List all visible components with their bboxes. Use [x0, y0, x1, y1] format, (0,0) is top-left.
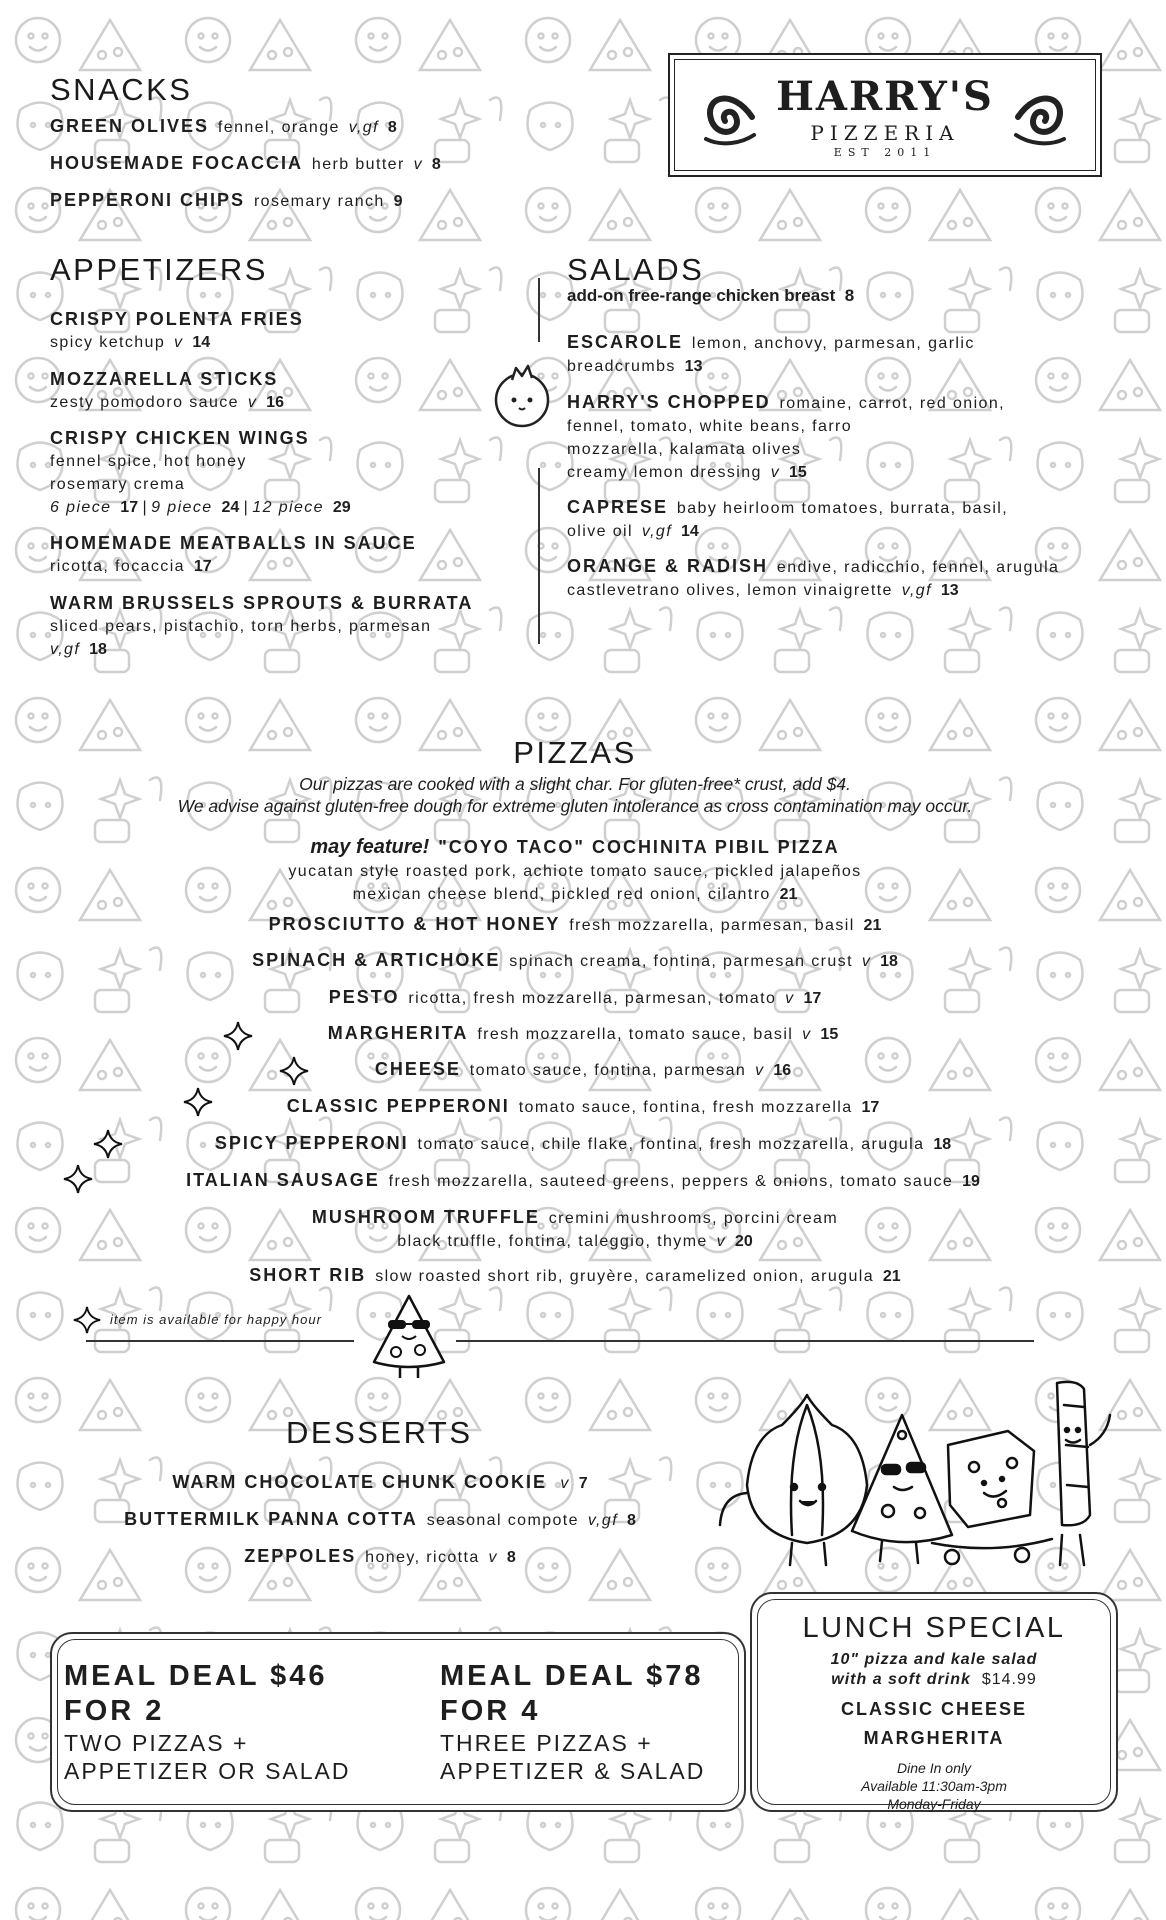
meal-deal-4: MEAL DEAL $78 FOR 4 THREE PIZZAS + APPETIZER & SALAD	[440, 1660, 706, 1784]
lunch-title: LUNCH SPECIAL	[802, 1612, 1066, 1644]
menu-item: BUTTERMILK PANNA COTTA seasonal compote v,gf 8	[124, 1509, 636, 1529]
sparkle-icon	[92, 1128, 124, 1160]
menu-item: PROSCIUTTO & HOT HONEY fresh mozzarella, parmesan, basil 21	[268, 914, 882, 934]
salads-addon: add-on free-range chicken breast 8	[567, 286, 855, 305]
sparkle-icon	[278, 1055, 310, 1087]
logo-sub: PIZZERIA	[810, 121, 960, 145]
sparkle-icon	[72, 1305, 102, 1335]
divider	[456, 1340, 1034, 1342]
menu-item: WARM CHOCOLATE CHUNK COOKIE v 7	[172, 1472, 588, 1492]
menu-item: ZEPPOLES honey, ricotta v 8	[244, 1546, 516, 1566]
salads-title: SALADS	[567, 252, 705, 287]
menu-item: HARRY'S CHOPPED romaine, carrot, red onion, fennel, tomato, white beans, farro mozzarella, kalamata olives creamy lemon dressing v 15	[567, 392, 1005, 481]
menu-item: CHEESE tomato sauce, fontina, parmesan v 16	[374, 1059, 792, 1079]
desserts-title: DESSERTS	[286, 1415, 473, 1450]
logo-name: HARRY'S	[776, 73, 994, 120]
pizzas-note: Our pizzas are cooked with a slight char. For gluten-free* crust, add $4.	[299, 774, 851, 794]
menu-item: GREEN OLIVES fennel, orange v,gf 8	[50, 116, 397, 136]
pizzas-title: PIZZAS	[513, 735, 637, 770]
menu-item: PESTO ricotta, fresh mozzarella, parmesan, tomato v 17	[328, 987, 822, 1007]
meal-deal-2: MEAL DEAL $46 FOR 2 TWO PIZZAS + APPETIZER OR SALAD	[64, 1660, 351, 1784]
sparkle-icon	[62, 1163, 94, 1195]
pizza-slice-mascot-icon	[368, 1290, 450, 1382]
menu-item: CLASSIC PEPPERONI tomato sauce, fontina, fresh mozzarella 17	[286, 1096, 880, 1116]
featured-pizza: may feature! "COYO TACO" COCHINITA PIBIL PIZZA yucatan style roasted pork, achiote tomato sauce, pickled jalapeños mexican cheese blend, pickled red onion, cilantro 21	[288, 836, 862, 903]
menu-item: HOUSEMADE FOCACCIA herb butter v 8	[50, 153, 441, 173]
meal-deal-box	[50, 1632, 746, 1812]
logo-est: EST 2011	[833, 146, 937, 159]
food-friends-illustration-icon	[712, 1375, 1117, 1580]
pizzas-note: We advise against gluten-free dough for extreme gluten intolerance as cross contamination may occur.	[177, 796, 973, 816]
column-divider	[538, 278, 540, 342]
happy-hour-note: item is available for happy hour	[110, 1312, 322, 1327]
menu-item: CRISPY CHICKEN WINGS fennel spice, hot honey rosemary crema 6 piece 17 | 9 piece 24 | 12 piece 29	[50, 428, 351, 516]
lunch-special-box	[750, 1592, 1118, 1812]
snacks-title: SNACKS	[50, 72, 193, 107]
menu-item: SPICY PEPPERONI tomato sauce, chile flake, fontina, fresh mozzarella, arugula 18	[214, 1133, 952, 1153]
menu-item: SPINACH & ARTICHOKE spinach creama, fontina, parmesan crust v 18	[252, 950, 898, 970]
sparkle-icon	[182, 1086, 214, 1118]
menu-item: SHORT RIB slow roasted short rib, gruyère, caramelized onion, arugula 21	[249, 1265, 901, 1285]
menu-item: MOZZARELLA STICKS zesty pomodoro sauce v 16	[50, 369, 284, 411]
menu-item: WARM BRUSSELS SPROUTS & BURRATA sliced pears, pistachio, torn herbs, parmesan v,gf 18	[50, 593, 474, 658]
appetizers-title: APPETIZERS	[50, 252, 268, 287]
pizzas-header	[0, 735, 1150, 817]
lunch-special: LUNCH SPECIAL 10" pizza and kale salad with a soft drink $14.99 CLASSIC CHEESE MARGHERITA Dine In only Available 11:30am-3pm Monday-Friday	[752, 1612, 1116, 1813]
crown-face-icon	[490, 360, 560, 430]
menu-item: ORANGE & RADISH endive, radicchio, fennel, arugula castlevetrano olives, lemon vinaigrette v,gf 13	[567, 556, 1060, 599]
menu-item: ITALIAN SAUSAGE fresh mozzarella, sauteed greens, peppers & onions, tomato sauce 19	[186, 1170, 980, 1190]
menu-item: ESCAROLE lemon, anchovy, parmesan, garlic breadcrumbs 13	[567, 332, 975, 375]
column-divider	[538, 468, 540, 644]
menu-item: HOMEMADE MEATBALLS IN SAUCE ricotta, focaccia 17	[50, 533, 417, 575]
menu-item: CRISPY POLENTA FRIES spicy ketchup v 14	[50, 309, 304, 351]
menu-item: MUSHROOM TRUFFLE cremini mushrooms, porcini cream black truffle, fontina, taleggio, thyme v 20	[311, 1207, 839, 1250]
menu-item: MARGHERITA fresh mozzarella, tomato sauce, basil v 15	[327, 1023, 839, 1043]
harrys-pizzeria-logo-icon	[668, 53, 1102, 177]
menu-item: CAPRESE baby heirloom tomatoes, burrata, basil, olive oil v,gf 14	[567, 497, 1009, 540]
divider	[86, 1340, 354, 1342]
menu-item: PEPPERONI CHIPS rosemary ranch 9	[50, 190, 403, 210]
sparkle-icon	[222, 1020, 254, 1052]
